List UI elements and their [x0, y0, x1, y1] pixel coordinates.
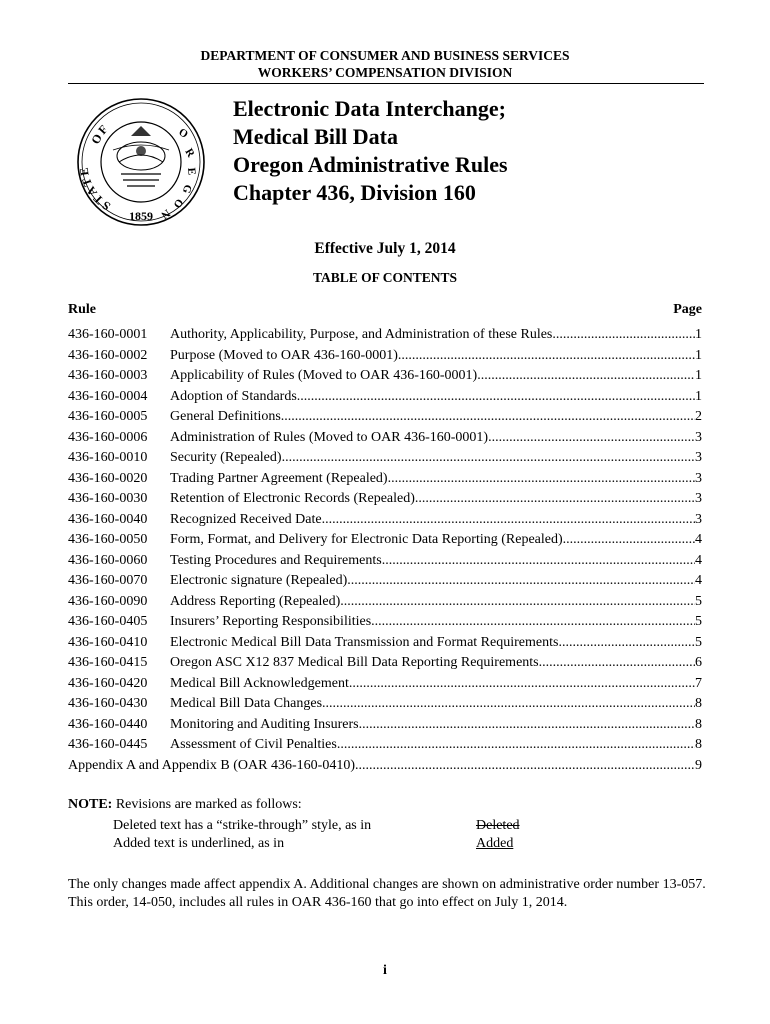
svg-text:G: G [179, 183, 194, 195]
toc-leader-dots [322, 694, 695, 715]
toc-rule-number: 436-160-0003 [68, 368, 148, 383]
toc-rule-number: 436-160-0430 [68, 696, 148, 711]
toc-page-number: 1 [695, 388, 702, 404]
toc-entry-title: Applicability of Rules (Moved to OAR 436-160-0001) [170, 368, 478, 383]
toc-page-number: 5 [695, 593, 702, 609]
toc-entry[interactable] [68, 653, 702, 674]
toc-entry[interactable] [68, 530, 702, 551]
toc-leader-dots [398, 346, 695, 367]
toc-rule-number: 436-160-0001 [68, 327, 148, 342]
toc-page-number: 8 [695, 696, 702, 711]
toc-page-number: 5 [695, 634, 702, 650]
toc-leader-dots [297, 387, 695, 408]
changes-paragraph: The only changes made affect appendix A. Additional changes are shown on administrative order number 13-057. This order, 14-050, includes all rules in OAR 436-160 that go into effect on July 1, 2014. [68, 877, 706, 910]
svg-text:R: R [182, 146, 197, 160]
svg-text:O: O [170, 196, 186, 211]
toc-column-rule: Rule [68, 302, 96, 317]
effective-date: Effective July 1, 2014 [314, 240, 456, 257]
toc-rule-number: 436-160-0005 [68, 409, 148, 424]
toc-entry[interactable] [68, 571, 702, 592]
toc-rule-number: 436-160-0410 [68, 634, 148, 650]
svg-text:STATE: STATE [76, 164, 113, 214]
svg-text:1859: 1859 [129, 209, 153, 223]
toc-entry[interactable] [68, 551, 702, 572]
toc-page-number: 3 [695, 470, 702, 486]
toc-leader-dots [488, 428, 695, 449]
toc-entry[interactable] [68, 448, 702, 469]
note-label: NOTE: [68, 797, 113, 812]
toc-entry-title: Trading Partner Agreement (Repealed) [170, 470, 388, 486]
toc-page-number: 1 [695, 327, 702, 342]
toc-column-page: Page [673, 302, 702, 317]
svg-text:E: E [185, 167, 198, 176]
toc-entry-title: Electronic signature (Repealed) [170, 573, 348, 588]
toc-leader-dots [539, 653, 695, 674]
toc-leader-dots [415, 489, 695, 510]
toc-entry[interactable] [68, 407, 702, 428]
toc-entry[interactable] [68, 510, 702, 531]
toc-entry-title: Authority, Applicability, Purpose, and Administration of these Rules [170, 327, 553, 342]
toc-rule-number: 436-160-0070 [68, 573, 148, 588]
toc-entry[interactable] [68, 325, 702, 346]
deleted-description: Deleted text has a “strike-through” style, as in [113, 818, 372, 833]
oregon-state-seal [75, 96, 207, 228]
toc-page-number: 8 [695, 737, 702, 752]
toc-page-number: 3 [695, 450, 702, 465]
toc-entry-title: Administration of Rules (Moved to OAR 436-160-0001) [170, 429, 489, 445]
toc-entry[interactable] [68, 489, 702, 510]
toc-entry-title: Medical Bill Data Changes [170, 696, 323, 711]
toc-page-number: 2 [695, 409, 702, 424]
title-line-1: Electronic Data Interchange; [233, 96, 506, 121]
toc-leader-dots [281, 407, 695, 428]
toc-page-number: 7 [695, 675, 702, 691]
toc-rule-number: 436-160-0445 [68, 737, 148, 752]
toc-leader-dots [322, 510, 695, 531]
toc-entry-title: Recognized Received Date [170, 511, 322, 527]
toc-leader-dots [477, 366, 695, 387]
toc-leader-dots [340, 592, 695, 613]
toc-entry[interactable] [68, 674, 702, 695]
toc-entry-title: Assessment of Civil Penalties [170, 737, 337, 752]
toc-rule-number: 436-160-0050 [68, 532, 148, 547]
toc-entry-title: Purpose (Moved to OAR 436-160-0001) [170, 347, 398, 363]
toc-page-number: 4 [695, 573, 702, 588]
toc-page-number: 1 [695, 368, 702, 383]
svg-text:OF: OF [88, 120, 112, 147]
division-name: WORKERS’ COMPENSATION DIVISION [257, 65, 513, 80]
toc-page-number: 9 [695, 757, 702, 773]
toc-entry-title: Oregon ASC X12 837 Medical Bill Data Reporting Requirements [170, 655, 539, 670]
toc-rule-number: 436-160-0040 [68, 511, 148, 527]
toc-entry[interactable] [68, 366, 702, 387]
document-title [233, 95, 508, 207]
toc-page-number: 3 [695, 429, 702, 445]
toc-page-number: 3 [695, 491, 702, 506]
toc-entry-title: Electronic Medical Bill Data Transmission and Format Requirements [170, 634, 559, 650]
toc-leader-dots [282, 448, 695, 469]
toc-rule-number: 436-160-0420 [68, 675, 148, 691]
toc-rule-number: 436-160-0006 [68, 429, 148, 445]
table-of-contents [68, 325, 702, 776]
revision-note [68, 797, 302, 813]
toc-rule-number: 436-160-0002 [68, 347, 148, 363]
toc-entry-title: Form, Format, and Delivery for Electronic Data Reporting (Repealed) [170, 532, 563, 547]
svg-text:O: O [176, 126, 190, 141]
toc-leader-dots [558, 633, 695, 654]
title-line-3: Oregon Administrative Rules [233, 152, 508, 177]
toc-rule-number: 436-160-0010 [68, 450, 148, 465]
title-line-4: Chapter 436, Division 160 [233, 180, 476, 205]
toc-entry-title: Testing Procedures and Requirements [170, 552, 382, 568]
toc-entry[interactable] [68, 428, 702, 449]
toc-entry-title: Retention of Electronic Records (Repealed) [170, 491, 415, 506]
toc-leader-dots [552, 325, 695, 346]
toc-entry[interactable] [68, 346, 702, 367]
toc-entry-title: Address Reporting (Repealed) [170, 593, 341, 609]
toc-leader-dots [382, 551, 695, 572]
toc-entry[interactable] [68, 612, 702, 633]
toc-entry-title: Security (Repealed) [170, 450, 282, 465]
department-header [0, 47, 770, 81]
toc-entry-title: Insurers’ Reporting Responsibilities [170, 614, 372, 629]
deleted-example: Deleted [476, 818, 520, 833]
toc-entry[interactable] [68, 592, 702, 613]
toc-entry-title: Appendix A and Appendix B (OAR 436-160-0410) [68, 757, 355, 773]
page-number: i [383, 963, 387, 978]
toc-rule-number: 436-160-0060 [68, 552, 148, 568]
toc-entry-appendix[interactable] [68, 756, 702, 777]
toc-heading: TABLE OF CONTENTS [312, 270, 458, 285]
toc-rule-number: 436-160-0090 [68, 593, 148, 609]
toc-entry[interactable] [68, 387, 702, 408]
toc-entry-title: Medical Bill Acknowledgement [170, 675, 349, 691]
toc-entry[interactable] [68, 735, 702, 756]
toc-leader-dots [388, 469, 695, 490]
toc-rule-number: 436-160-0440 [68, 716, 148, 732]
toc-leader-dots [337, 735, 695, 756]
toc-entry[interactable] [68, 694, 702, 715]
toc-entry-title: Monitoring and Auditing Insurers [170, 716, 359, 732]
title-line-2: Medical Bill Data [233, 124, 398, 149]
toc-rule-number: 436-160-0415 [68, 655, 148, 670]
added-description: Added text is underlined, as in [113, 836, 285, 851]
department-name: DEPARTMENT OF CONSUMER AND BUSINESS SERVICES [200, 48, 570, 63]
toc-page-number: 4 [695, 552, 702, 568]
toc-entry[interactable] [68, 715, 702, 736]
toc-entry-title: General Definitions [170, 409, 281, 424]
toc-leader-dots [349, 674, 695, 695]
svg-text:N: N [158, 206, 173, 221]
toc-leader-dots [355, 756, 695, 777]
header-divider [68, 83, 704, 84]
toc-rule-number: 436-160-0405 [68, 614, 148, 629]
toc-page-number: 6 [695, 655, 702, 670]
toc-page-number: 5 [695, 614, 702, 629]
toc-entry[interactable] [68, 469, 702, 490]
toc-leader-dots [359, 715, 695, 736]
added-example: Added [476, 836, 514, 851]
toc-rule-number: 436-160-0030 [68, 491, 148, 506]
toc-rule-number: 436-160-0004 [68, 388, 148, 404]
toc-leader-dots [563, 530, 695, 551]
toc-entry[interactable] [68, 633, 702, 654]
toc-leader-dots [371, 612, 695, 633]
toc-rule-number: 436-160-0020 [68, 470, 148, 486]
toc-leader-dots [347, 571, 695, 592]
toc-page-number: 3 [695, 511, 702, 527]
note-intro: Revisions are marked as follows: [112, 797, 302, 812]
toc-page-number: 4 [695, 532, 702, 547]
toc-page-number: 8 [695, 716, 702, 732]
toc-page-number: 1 [695, 347, 702, 363]
toc-entry-title: Adoption of Standards [170, 388, 297, 404]
